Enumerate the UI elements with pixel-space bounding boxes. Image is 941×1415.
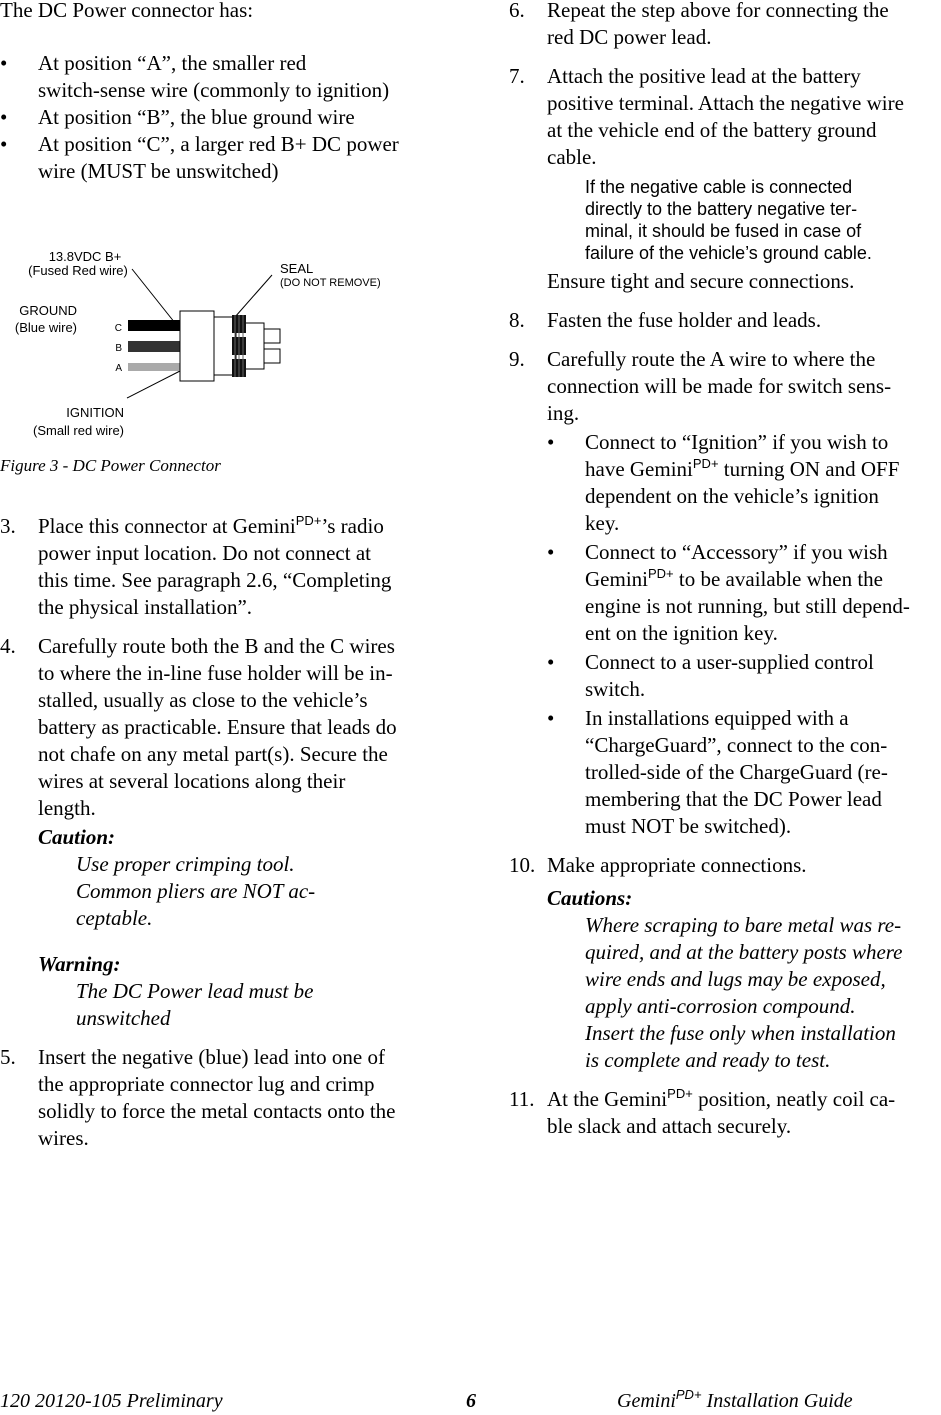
bullet-position-b: • At position “B”, the blue ground wire bbox=[0, 105, 355, 129]
step-7: 7. Attach the positive lead at the battery positive terminal. Attach the negative wire at the vehicle end of the battery ground cable. If the negative cable is connected directly to the battery negative ter- minal, it should be fused in case of failure of the vehicle’s ground cable. Ensure tight and secure connections. bbox=[509, 63, 941, 295]
caution-title: Caution: bbox=[38, 825, 116, 849]
warning-title: Warning: bbox=[38, 952, 121, 976]
wire-c bbox=[128, 320, 180, 331]
step-8: 8. Fasten the fuse holder and leads. bbox=[509, 308, 822, 332]
label-seal-1: SEAL bbox=[280, 261, 314, 276]
steps-left bbox=[0, 513, 440, 1152]
wire-a bbox=[128, 363, 180, 371]
cautions-text: Where scraping to bare metal was re- quired, and at the battery posts where wire ends and lugs may be exposed, apply anti-corrosion compound. Insert the fuse only when installation is complete and ready to test. bbox=[585, 913, 903, 1072]
footer-guide-title: Gemini$^{PD+}$ Installation Guide bbox=[617, 1387, 853, 1412]
leader-ignition bbox=[127, 371, 180, 398]
label-b-plus-2: (Fused Red wire) bbox=[28, 263, 128, 278]
step-3: 3. Place this connector at Gemini$^{PD+}$’s radio power input location. Do not connect at this time. See paragraph 2.6, “Completing the physical installation”. bbox=[0, 513, 392, 619]
footer-doc-id: 120 20120-105 Preliminary bbox=[0, 1390, 223, 1412]
pin-socket-bottom bbox=[264, 349, 280, 363]
step-10: 10. Make appropriate connections. Cautions: Where scraping to bare metal was re- quired, and at the battery posts where wire ends and lugs may be exposed, apply anti-corrosion compound. Insert the fuse only when installation is complete and ready to test. bbox=[509, 852, 941, 1074]
label-seal-2: (DO NOT REMOVE) bbox=[280, 277, 381, 289]
warning-text: The DC Power lead must be unswitched bbox=[76, 979, 314, 1030]
ground-cable-note: If the negative cable is connected directly to the battery negative ter- minal, it should be fused in case of failure of the vehicle’s ground cable. bbox=[585, 177, 872, 263]
step-9-bullet-control-switch: • Connect to a user-supplied control switch. bbox=[547, 650, 874, 701]
seal-rings bbox=[232, 315, 246, 377]
label-pin-b: B bbox=[115, 343, 122, 354]
step-9-bullet-chargeguard: • In installations equipped with a “ChargeGuard”, connect to the con- trolled-side of the ChargeGuard (re- membering that the DC Power lead must NOT be switched). bbox=[547, 706, 888, 838]
wire-b bbox=[128, 341, 180, 352]
step-6: 6. Repeat the step above for connecting the red DC power lead. bbox=[509, 0, 889, 49]
footer-page-number: 6 bbox=[466, 1390, 476, 1412]
label-ignition-1: IGNITION bbox=[66, 405, 124, 420]
step-5: 5. Insert the negative (blue) lead into one of the appropriate connector lug and crimp solidly to force the metal contacts onto the wires. bbox=[0, 1045, 396, 1150]
step-11: 11. At the Gemini$^{PD+}$ position, neatly coil ca- ble slack and attach securely. bbox=[509, 1086, 896, 1138]
step-9-bullet-ignition: • Connect to “Ignition” if you wish to have Gemini$^{PD+}$ turning ON and OFF dependent on the vehicle’s ignition key. bbox=[547, 430, 900, 535]
label-pin-a: A bbox=[115, 363, 122, 374]
steps-right bbox=[509, 0, 941, 1140]
connector-housing bbox=[180, 311, 214, 381]
caution-text: Use proper crimping tool. Common pliers are NOT ac- ceptable. bbox=[76, 852, 316, 930]
step-9-bullet-accessory: • Connect to “Accessory” if you wish Gemini$^{PD+}$ to be available when the engine is not running, but still depend- ent on the ignition key. bbox=[547, 540, 910, 645]
bullet-position-a: • At position “A”, the smaller red switch-sense wire (commonly to ignition) bbox=[0, 51, 390, 102]
leader-seal bbox=[235, 275, 272, 317]
pin-socket-top bbox=[264, 329, 280, 343]
label-b-plus-1: 13.8VDC B+ bbox=[48, 249, 122, 264]
label-pin-c: C bbox=[114, 323, 122, 334]
label-ground-2: (Blue wire) bbox=[14, 320, 77, 335]
leader-b-plus bbox=[132, 269, 175, 323]
step-4: 4. Carefully route both the B and the C wires to where the in-line fuse holder will be in- stalled, usually as close to the vehicle’s battery as practicable. Ensure that leads do not chafe on any metal part(s). Secure the wires at several locations along their length. Caution: Use proper crimping tool. Common pliers are NOT ac- ceptable. Warning: The DC Power lead must be unswitched bbox=[0, 633, 440, 1032]
intro-text: The DC Power connector has: bbox=[0, 0, 254, 22]
bullet-position-c: • At position “C”, a larger red B+ DC power wire (MUST be unswitched) bbox=[0, 132, 399, 183]
figure-caption: Figure 3 - DC Power Connector bbox=[0, 456, 221, 475]
connector-bullet-list bbox=[0, 50, 440, 185]
label-ignition-2: (Small red wire) bbox=[32, 423, 124, 438]
label-ground-1: GROUND bbox=[19, 303, 77, 318]
step-9: 9. Carefully route the A wire to where the connection will be made for switch sens- ing. • Connect to “Ignition” if you wish to have Gemini$^{PD+}$ turning ON and OFF dependent on the vehicle’s ignition key. • Connect to “Accessory” if you wish Gemini$^{PD+}$ to be available when the engine is not running, but still depend- ent on the ignition key. • Connect to a user-supplied control switch. • In installations equipped with a “ChargeGuard”, connect to the con- trolled-side of the ChargeGuard (re- membering that the DC Power lead must NOT be switched). bbox=[509, 346, 941, 840]
dc-power-connector-figure bbox=[0, 245, 440, 445]
cautions-title: Cautions: bbox=[547, 886, 633, 910]
